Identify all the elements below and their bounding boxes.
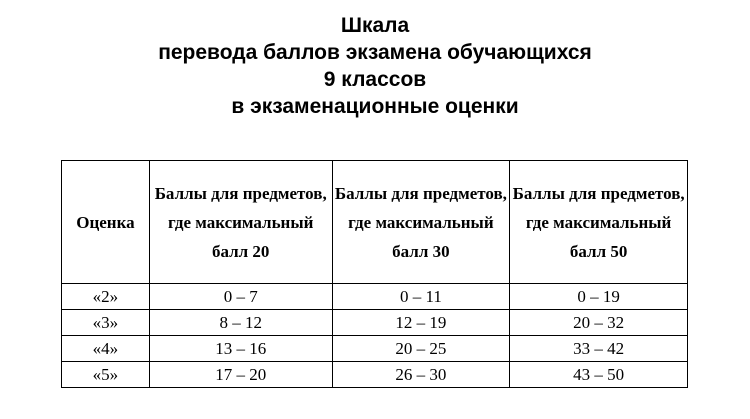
range-cell: 20 – 32 bbox=[510, 310, 688, 336]
range-cell: 43 – 50 bbox=[510, 362, 688, 388]
range-cell: 0 – 11 bbox=[332, 284, 510, 310]
range-cell: 26 – 30 bbox=[332, 362, 510, 388]
range-cell: 17 – 20 bbox=[149, 362, 332, 388]
grading-scale-table bbox=[61, 160, 688, 388]
grade-cell: «2» bbox=[62, 284, 150, 310]
header-grade: Оценка bbox=[62, 161, 150, 284]
range-cell: 33 – 42 bbox=[510, 336, 688, 362]
table-row bbox=[62, 310, 688, 336]
title-line: в экзаменационные оценки bbox=[231, 95, 519, 118]
document-title bbox=[0, 12, 750, 120]
range-cell: 8 – 12 bbox=[149, 310, 332, 336]
header-max-20: Баллы для предметов, где максимальный балл 20 bbox=[149, 161, 332, 284]
title-line: 9 классов bbox=[323, 68, 427, 91]
header-max-30: Баллы для предметов, где максимальный балл 30 bbox=[332, 161, 510, 284]
title-line: перевода баллов экзамена обучающихся bbox=[158, 41, 592, 64]
grade-cell: «5» bbox=[62, 362, 150, 388]
grade-cell: «3» bbox=[62, 310, 150, 336]
table-row bbox=[62, 336, 688, 362]
header-max-50: Баллы для предметов, где максимальный балл 50 bbox=[510, 161, 688, 284]
range-cell: 12 – 19 bbox=[332, 310, 510, 336]
range-cell: 20 – 25 bbox=[332, 336, 510, 362]
table-row bbox=[62, 284, 688, 310]
table-row bbox=[62, 362, 688, 388]
grade-cell: «4» bbox=[62, 336, 150, 362]
range-cell: 0 – 19 bbox=[510, 284, 688, 310]
title-line: Шкала bbox=[340, 14, 410, 37]
range-cell: 13 – 16 bbox=[149, 336, 332, 362]
table-header-row bbox=[62, 161, 688, 284]
range-cell: 0 – 7 bbox=[149, 284, 332, 310]
